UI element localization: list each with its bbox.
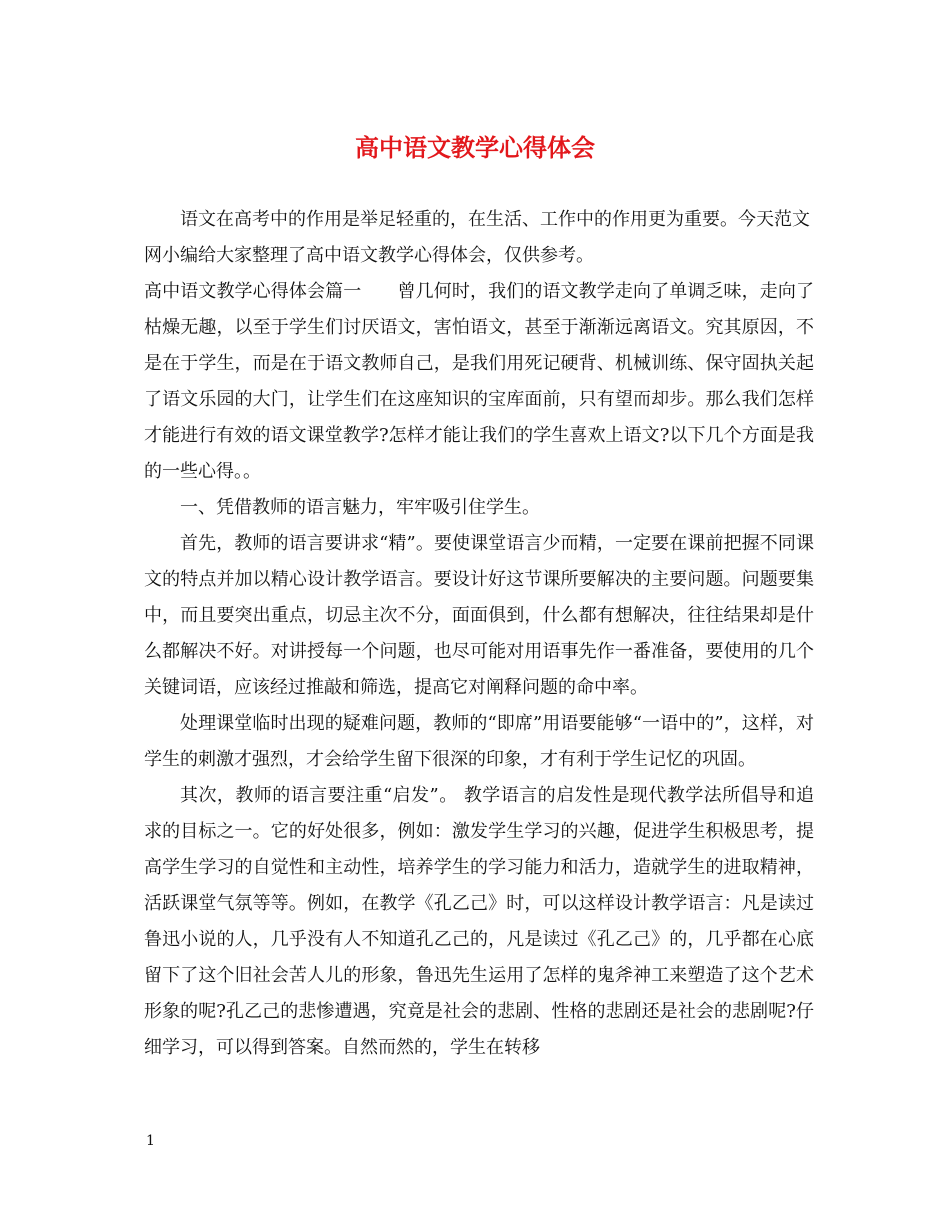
intro-paragraph: 语文在高考中的作用是举足轻重的，在生活、工作中的作用更为重要。今天范文网小编给大家整理了高中语文教学心得体会，仅供参考。 [144, 209, 810, 266]
section-one-paragraph: 高中语文教学心得体会篇一 曾几何时，我们的语文教学走向了单调乏味，走向了枯燥无趣，以至于学生们讨厌语文，害怕语文，甚至于渐渐远离语文。究其原因，不是在于学生，而是在于语文教师自己，是我们用死记硬背、机械训练、保守固执关起了语文乐园的大门，让学生们在这座知识的宝库面前，只有望而却步。那么我们怎样才能进行有效的语文课堂教学?怎样才能让我们的学生喜欢上语文?以下几个方面是我的一些心得。。 [144, 281, 814, 482]
paragraph-precision: 首先，教师的语言要讲求“精”。要使课堂语言少而精，一定要在课前把握不同课文的特点并加以精心设计教学语言。要设计好这节课所要解决的主要问题。问题要集中，而且要突出重点，切忌主次不分，面面俱到，什么都有想解决，往往结果却是什么都解决不好。对讲授每一个问题，也尽可能对用语事先作一番准备，要使用的几个关键词语，应该经过推敲和筛选，提高它对阐释问题的命中率。 [144, 533, 814, 698]
paragraph-inspiration: 其次，教师的语言要注重“启发”。 教学语言的启发性是现代教学法所倡导和追求的目标之一。它的好处很多，例如：激发学生学习的兴趣，促进学生积极思考，提高学生学习的自觉性和主动性，培养学生的学习能力和活力，造就学生的进取精神，活跃课堂气氛等等。例如，在教学《孔乙己》时，可以这样设计教学语言：凡是读过鲁迅小说的人，几乎没有人不知道孔乙己的，凡是读过《孔乙己》的，几乎都在心底留下了这个旧社会苦人儿的形象，鲁迅先生运用了怎样的鬼斧神工来塑造了这个艺术形象的呢?孔乙己的悲惨遭遇，究竟是社会的悲剧、性格的悲剧还是社会的悲剧呢?仔细学习，可以得到答案。自然而然的，学生在转移 [144, 785, 814, 1058]
paragraph-improvised: 处理课堂临时出现的疑难问题，教师的“即席”用语要能够“一语中的”，这样，对学生的刺激才强烈，才会给学生留下很深的印象，才有利于学生记忆的巩固。 [144, 713, 814, 770]
document-body [144, 202, 814, 1066]
heading-one: 一、凭借教师的语言魅力，牢牢吸引住学生。 [180, 497, 540, 518]
page-number: 1 [146, 1133, 155, 1149]
document-title: 高中语文教学心得体会 [355, 133, 595, 162]
